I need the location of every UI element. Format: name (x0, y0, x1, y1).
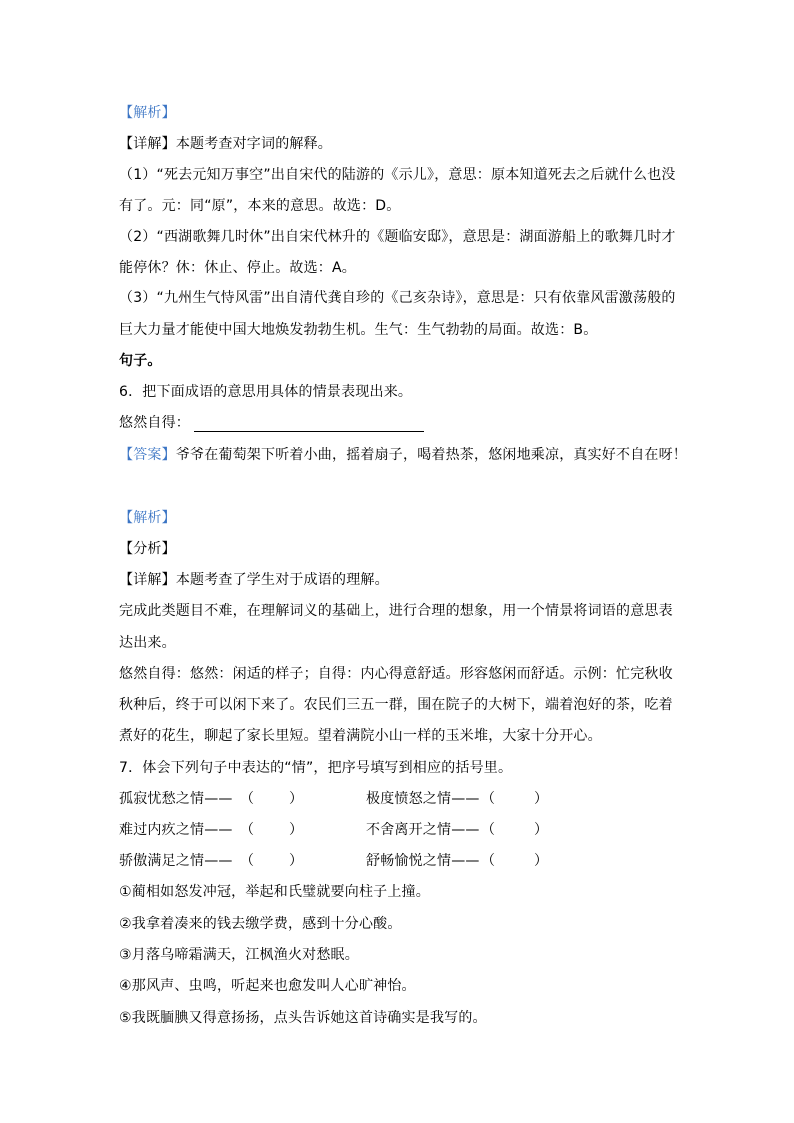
emotion-label: 孤寂忧愁之情—— (119, 791, 233, 807)
emotion-label: 极度愤怒之情—— (366, 791, 480, 807)
emotion-label: 不舍离开之情—— (366, 822, 480, 838)
emotion-row (119, 852, 719, 870)
answer-label: 【答案】 (119, 447, 176, 463)
close-paren: ） (289, 853, 304, 869)
sentence-item: ③月落乌啼霜满天，江枫渔火对愁眠。 (119, 947, 359, 963)
open-paren: （ (240, 791, 255, 807)
xiangjie-text: 本题考查对字词的解释。 (175, 136, 333, 152)
sentence-item: ⑤我既腼腆又得意扬扬，点头告诉她这首诗确实是我写的。 (119, 1010, 487, 1026)
emotion-label: 骄傲满足之情—— (119, 853, 233, 869)
text-line: 完成此类题目不难，在理解词义的基础上，进行合理的想象，用一个情景将词语的意思表 (119, 603, 673, 619)
text-line: 秋种后，终于可以闲下来了。农民们三五一群，围在院子的大树下，端着泡好的茶，吃着 (119, 697, 673, 713)
emotion-label: 舒畅愉悦之情—— (366, 853, 480, 869)
close-paren: ） (289, 791, 304, 807)
sentence-item: ②我拿着凑来的钱去缴学费，感到十分心酸。 (119, 916, 402, 932)
text-line: （3）“九州生气恃风雷”出自清代龚自珍的《己亥杂诗》，意思是：只有依靠风雷激荡般的 (119, 290, 676, 306)
emotion-row (119, 790, 719, 808)
text-line: 达出来。 (119, 635, 176, 651)
fenxi-label: 【分析】 (119, 541, 176, 557)
question-7: 7．体会下列句子中表达的“情”，把序号填写到相应的括号里。 (119, 760, 513, 776)
q6-prompt-line (119, 414, 424, 432)
close-paren: ） (534, 791, 549, 807)
close-paren: ） (289, 822, 304, 838)
answer-line (119, 446, 687, 464)
emotion-label: 难过内疚之情—— (119, 822, 233, 838)
open-paren: （ (481, 853, 496, 869)
text-line: 有了。元：同“原”，本来的意思。故选：D。 (119, 198, 401, 214)
xiangjie-label: 【详解】 (119, 572, 176, 588)
xiangjie-label: 【详解】 (119, 136, 176, 152)
sentence-item: ①蔺相如怒发冲冠，举起和氏璧就要向柱子上撞。 (119, 884, 430, 900)
open-paren: （ (240, 853, 255, 869)
xiangjie-text: 本题考查了学生对于成语的理解。 (175, 572, 389, 588)
text-line: 煮好的花生，聊起了家长里短。望着满院小山一样的玉米堆，大家十分开心。 (119, 728, 602, 744)
section-heading: 句子。 (119, 353, 162, 369)
open-paren: （ (481, 791, 496, 807)
xiangjie-line (119, 135, 332, 153)
text-line: （1）“死去元知万事空”出自宋代的陆游的《示儿》，意思：原本知道死去之后就什么也没 (119, 167, 676, 183)
answer-text: 爷爷在葡萄架下听着小曲，摇着扇子，喝着热茶，悠闲地乘凉，真实好不自在呀！ (175, 447, 688, 463)
xiangjie-line (119, 571, 389, 589)
close-paren: ） (534, 853, 549, 869)
jiexi-label: 【解析】 (119, 105, 176, 121)
jiexi-label: 【解析】 (119, 510, 176, 526)
open-paren: （ (481, 822, 496, 838)
open-paren: （ (240, 822, 255, 838)
question-6: 6．把下面成语的意思用具体的情景表现出来。 (119, 384, 413, 400)
sentence-item: ④那风声、虫鸣，听起来也愈发叫人心旷神怡。 (119, 978, 416, 994)
close-paren: ） (534, 822, 549, 838)
answer-blank[interactable] (194, 417, 424, 432)
emotion-row (119, 821, 719, 839)
text-line: 巨大力量才能使中国大地焕发勃勃生机。生气：生气勃勃的局面。故选：B。 (119, 322, 598, 338)
text-line: 悠然自得：悠然：闲适的样子；自得：内心得意舒适。形容悠闲而舒适。示例：忙完秋收 (119, 666, 673, 682)
text-line: 能停休？休：休止、停止。故选：A。 (119, 260, 356, 276)
text-line: （2）“西湖歌舞几时休”出自宋代林升的《题临安邸》，意思是：湖面游船上的歌舞几时才 (119, 229, 676, 245)
q6-prompt: 悠然自得： (119, 415, 190, 431)
